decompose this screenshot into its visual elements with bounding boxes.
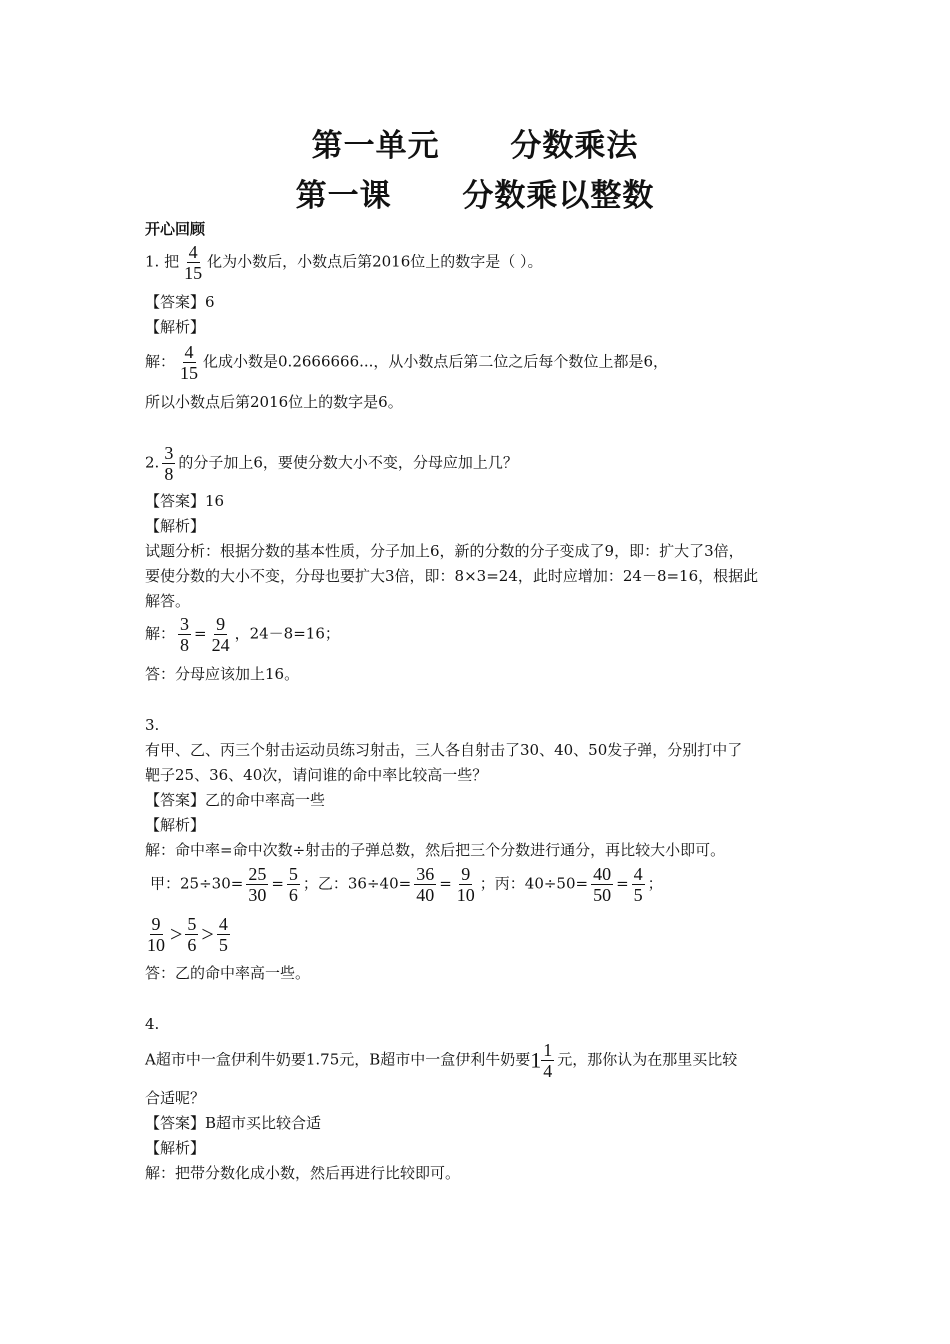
q2-analysis-text-1: 试题分析：根据分数的基本性质，分子加上6，新的分数的分子变成了9，即：扩大了3倍， bbox=[145, 542, 744, 560]
q2-question bbox=[145, 443, 518, 484]
q3-question-2: 靶子25、36、40次，请问谁的命中率比较高一些？ bbox=[145, 766, 488, 784]
q3-frac-40-50: $\frac{40}{50}$ bbox=[593, 864, 612, 905]
q3-cmp-frac-3: $\frac{4}{5}$ bbox=[218, 914, 228, 955]
q3-cmp-frac-1: $\frac{9}{10}$ bbox=[147, 914, 165, 955]
q2-fraction: $\frac{3}{8}$ bbox=[164, 443, 174, 484]
q3-solution: 解：命中率=命中次数÷射击的子弹总数，然后把三个分数进行通分，再比较大小即可。 bbox=[145, 841, 726, 859]
q3-frac-9-10: $\frac{9}{10}$ bbox=[456, 864, 475, 905]
q3-reply: 答：乙的命中率高一些。 bbox=[145, 964, 311, 982]
q2-analysis-text-3: 解答。 bbox=[145, 592, 191, 610]
q3-number: 3. bbox=[145, 716, 160, 734]
q4-solution: 解：把带分数化成小数，然后再进行比较即可。 bbox=[145, 1164, 461, 1182]
q3-frac-5-6: $\frac{5}{6}$ bbox=[288, 864, 298, 905]
lesson-title: 第一课 分数乘以整数 bbox=[295, 178, 655, 214]
q2-solution: 解： $\frac{3}{8}$ = $\frac{9}{24}$ ，24－8=16； bbox=[145, 614, 340, 655]
unit-title: 第一单元 分数乘法 bbox=[311, 128, 639, 164]
q1-answer: 【答案】6 bbox=[145, 293, 215, 311]
q3-question-1: 有甲、乙、丙三个射击运动员练习射击，三人各自射击了30、40、50发子弹，分别打中了 bbox=[145, 741, 743, 759]
section-heading: 开心回顾 bbox=[145, 220, 206, 238]
q1-solution: 解： $\frac{4}{15}$ 化成小数是0.2666666...，从小数点后第二位之后每个数位上都是6， bbox=[145, 342, 668, 383]
q4-question-line2: 合适呢？ bbox=[145, 1089, 206, 1107]
q1-question bbox=[145, 242, 543, 283]
q4-answer: 【答案】B超市买比较合适 bbox=[145, 1114, 322, 1132]
q1-question-text: 化为小数后，小数点后第2016位上的数字是（ ）。 bbox=[207, 252, 543, 271]
q2-reply: 答：分母应该加上16。 bbox=[145, 665, 300, 683]
q3-comparison: $\frac{9}{10}$ > $\frac{5}{6}$ > $\frac{4}{5}$ bbox=[147, 914, 228, 955]
q1-solution-line2: 所以小数点后第2016位上的数字是6。 bbox=[145, 393, 403, 411]
q3-answer: 【答案】乙的命中率高一些 bbox=[145, 791, 326, 809]
q2-analysis-label: 【解析】 bbox=[145, 517, 206, 535]
q3-frac-36-40: $\frac{36}{40}$ bbox=[416, 864, 435, 905]
q1-fraction: $\frac{4}{15}$ bbox=[184, 242, 203, 283]
q3-frac-25-30: $\frac{25}{30}$ bbox=[248, 864, 267, 905]
q2-fraction-b: $\frac{9}{24}$ bbox=[211, 614, 230, 655]
q3-analysis-label: 【解析】 bbox=[145, 816, 206, 834]
q2-question-text: 的分子加上6，要使分数大小不变，分母应加上几？ bbox=[178, 453, 518, 472]
q2-analysis-text-2: 要使分数的大小不变，分母也要扩大3倍，即：8×3=24，此时应增加：24－8=16，根据此 bbox=[145, 567, 759, 585]
q1-analysis-label: 【解析】 bbox=[145, 318, 206, 336]
q4-question: A超市中一盒伊利牛奶要1.75元，B超市中一盒伊利牛奶要1 $\frac{1}{4}$ 元，那你认为在那里买比较 bbox=[145, 1040, 738, 1081]
q4-analysis-label: 【解析】 bbox=[145, 1139, 206, 1157]
q3-cmp-frac-2: $\frac{5}{6}$ bbox=[187, 914, 197, 955]
q3-frac-4-5: $\frac{4}{5}$ bbox=[633, 864, 643, 905]
q1-number: 1. 把 bbox=[145, 252, 180, 271]
q4-mixed-fraction: $\frac{1}{4}$ bbox=[543, 1040, 553, 1081]
q1-solution-fraction: $\frac{4}{15}$ bbox=[180, 342, 199, 383]
q2-number: 2. bbox=[145, 453, 160, 472]
q3-rates: 甲：25÷30= $\frac{25}{30}$ = $\frac{5}{6}$ ；乙：36÷40= $\frac{36}{40}$ = $\frac{9}{10}$ ；丙：40÷50= $\frac{40}{50}$ = $\frac{4}{5}$ ； bbox=[150, 864, 663, 905]
q2-answer: 【答案】16 bbox=[145, 492, 225, 510]
q4-number: 4. bbox=[145, 1015, 160, 1033]
q4-mixed-whole: 1 bbox=[530, 1047, 542, 1073]
q2-fraction-a: $\frac{3}{8}$ bbox=[180, 614, 190, 655]
